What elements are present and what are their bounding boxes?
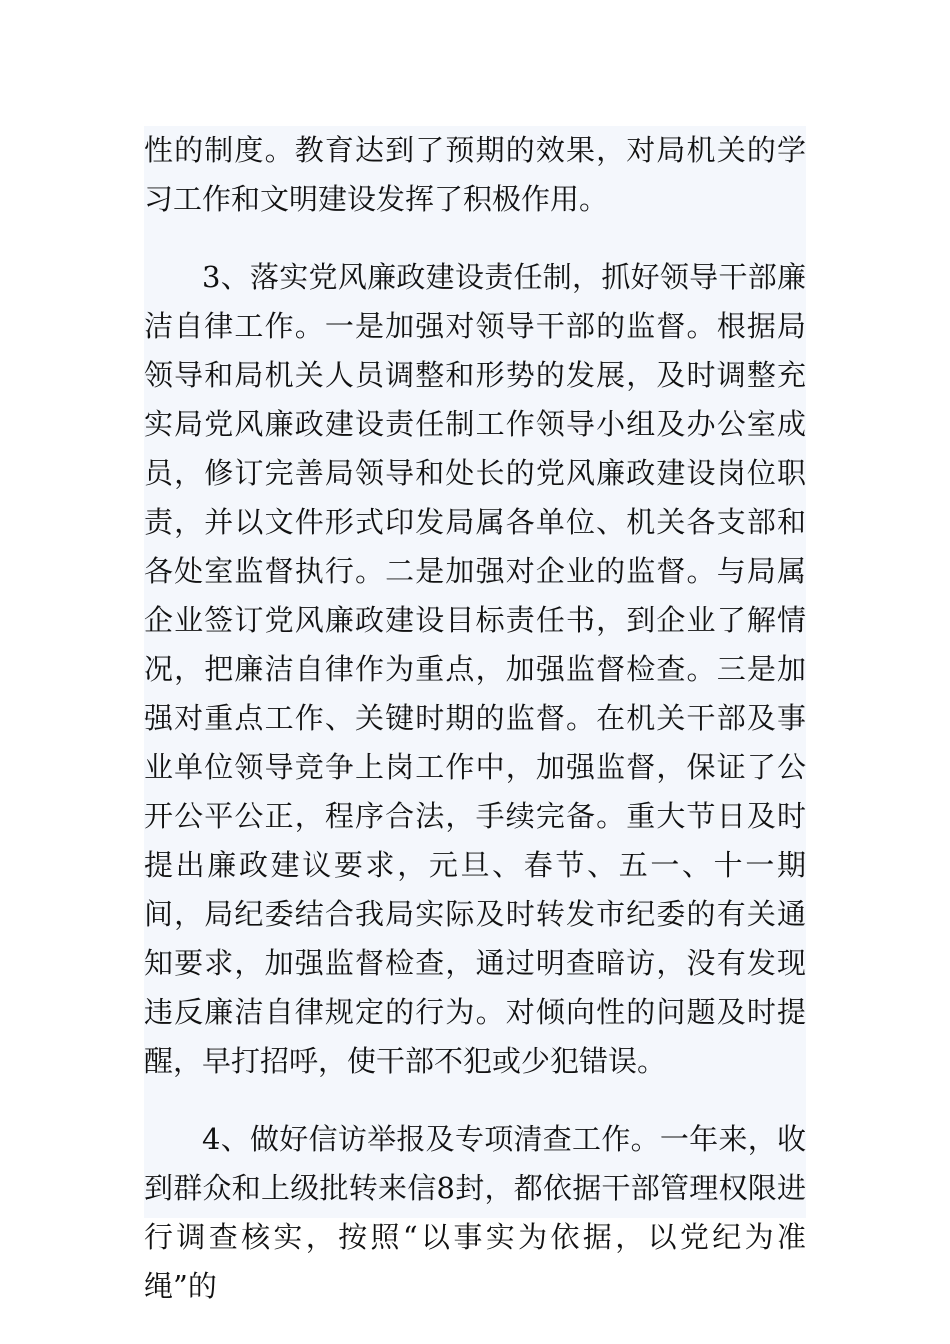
paragraph-item-3: 3、落实党风廉政建设责任制，抓好领导干部廉洁自律工作。一是加强对领导干部的监督。根据局领导和局机关人员调整和形势的发展，及时调整充实局党风廉政建设责任制工作领导小组及办公室成员，修订完善局领导和处长的党风廉政建设岗位职责，并以文件形式印发局属各单位、机关各支部和各处室监督执行。二是加强对企业的监督。与局属企业签订党风廉政建设目标责任书，到企业了解情况，把廉洁自律作为重点，加强监督检查。三是加强对重点工作、关键时期的监督。在机关干部及事业单位领导竞争上岗工作中，加强监督，保证了公开公平公正，程序合法，手续完备。重大节日及时提出廉政建议要求，元旦、春节、五一、十一期间，局纪委结合我局实际及时转发市纪委的有关通知要求，加强监督检查，通过明查暗访，没有发现违反廉洁自律规定的行为。对倾向性的问题及时提醒，早打招呼，使干部不犯或少犯错误。: [144, 260, 806, 1078]
paragraph-gap: [144, 1086, 806, 1115]
document-body: [144, 126, 806, 1303]
paragraph-item-4: 4、做好信访举报及专项清查工作。一年来，收到群众和上级批转来信8封，都依据干部管理权限进行调查核实，按照“以事实为依据，以党纪为准绳”的: [144, 1122, 806, 1303]
paragraph-continuation: 性的制度。教育达到了预期的效果，对局机关的学习工作和文明建设发挥了积极作用。: [144, 133, 806, 216]
paragraph-gap: [144, 224, 806, 253]
